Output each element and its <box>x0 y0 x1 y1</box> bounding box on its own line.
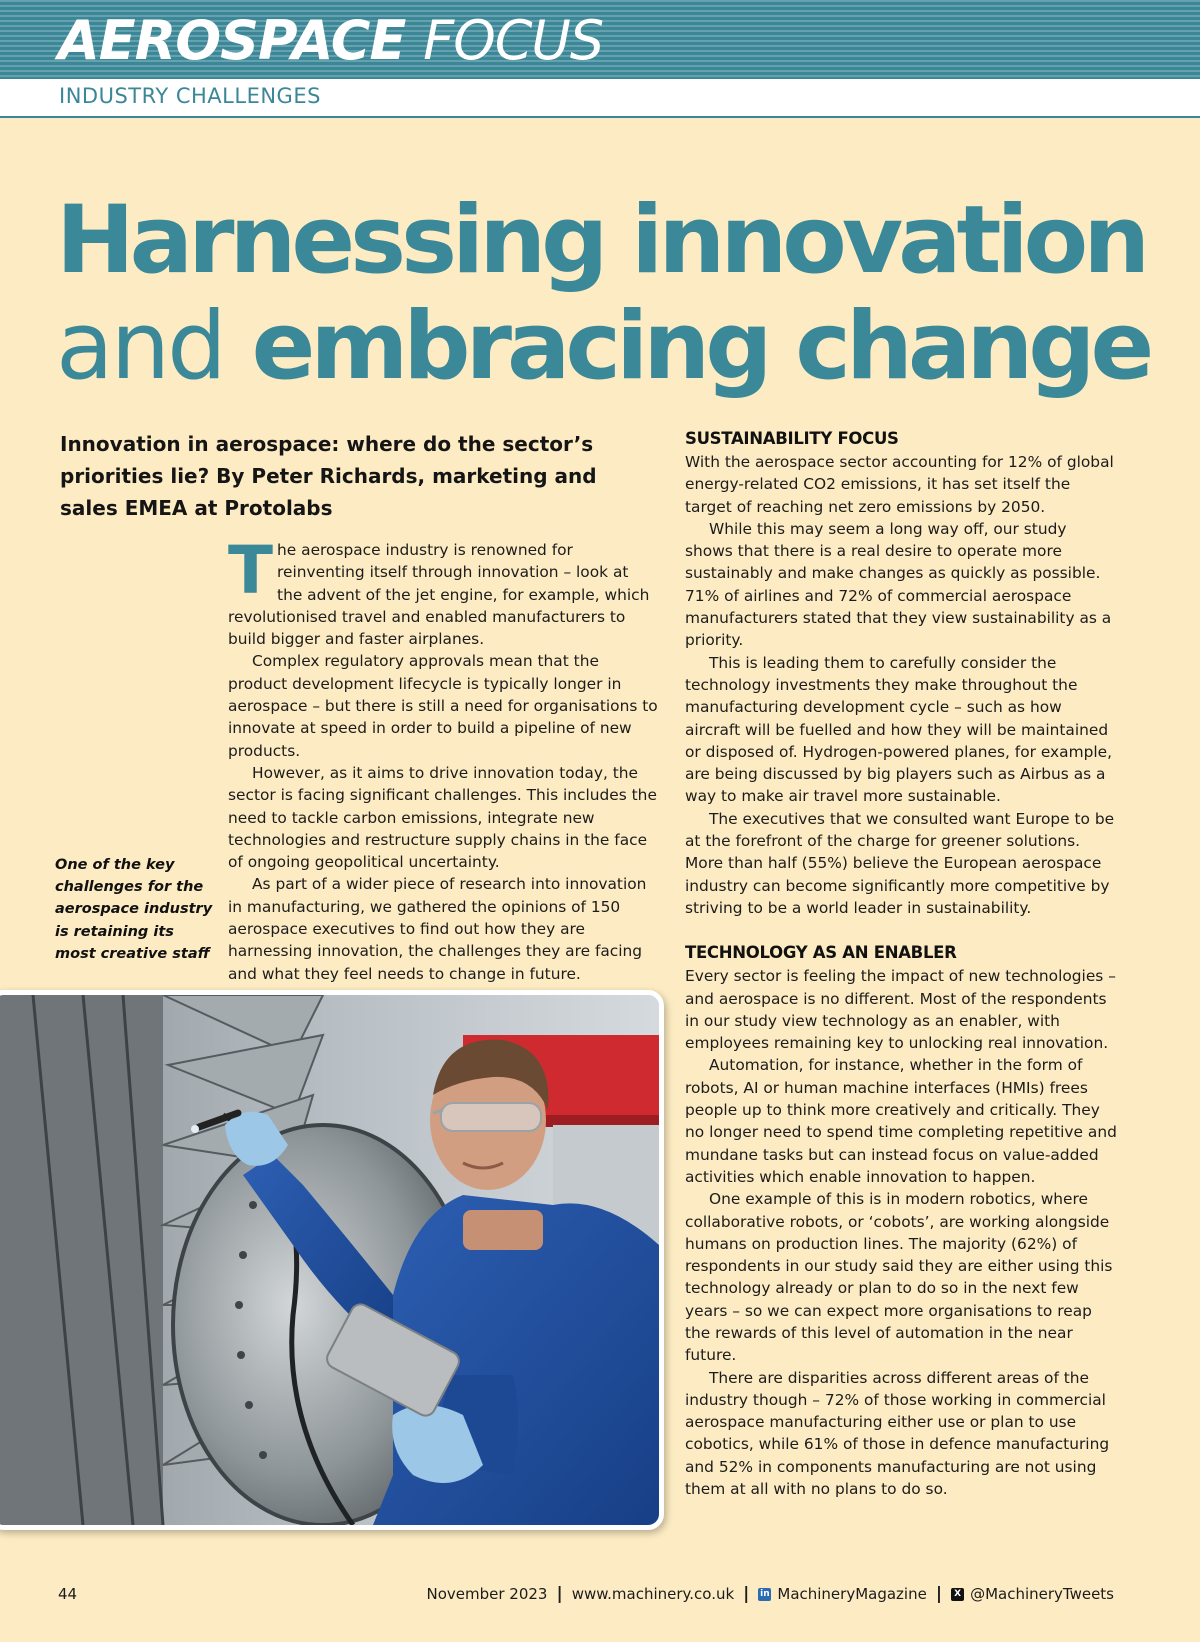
body-column-left <box>228 532 658 985</box>
page-number: 44 <box>58 1585 78 1603</box>
page-footer <box>0 1582 1200 1606</box>
body-paragraph: As part of a wider piece of research into innovation in manufacturing, we gathered the opinions of 150 aerospace executives to find out how they are harnessing innovation, the challenges they are facing and what they feel needs to change in future. <box>228 875 647 983</box>
linkedin-handle[interactable]: MachineryMagazine <box>777 1585 927 1603</box>
body-paragraph: With the aerospace sector accounting for 12% of global energy-related CO2 emissions, it has set itself the target of reaching net zero emissions by 2050. <box>685 453 1114 516</box>
website-link[interactable]: www.machinery.co.uk <box>571 1585 735 1603</box>
body-paragraph: The executives that we consulted want Europe to be at the forefront of the charge for greener solutions. More than half (55%) believe the European aerospace industry can become significantly more competitive by striving to be a world leader in sustainability. <box>685 809 1115 917</box>
body-column-right <box>685 427 1119 1500</box>
drop-cap: T <box>228 532 274 609</box>
body-paragraph <box>228 532 658 650</box>
section-banner <box>0 0 1200 79</box>
standfirst: Innovation in aerospace: where do the sector’s priorities lie? By Peter Richards, marketing and sales EMEA at Protolabs <box>60 432 597 520</box>
headline-light-word: and <box>56 292 224 401</box>
subsection-label: INDUSTRY CHALLENGES <box>59 84 321 108</box>
technician-engine-illustration <box>0 995 659 1525</box>
body-paragraph: There are disparities across different areas of the industry though – 72% of those working in commercial aerospace manufacturing either use or plan to use cobotics, while 61% of those in defence manufacturing and 52% in components manufacturing are not using them at all with no plans to do so. <box>685 1368 1110 1499</box>
article-headline <box>56 188 1149 400</box>
body-paragraph: This is leading them to carefully consider the technology investments they make throughout the manufacturing development cycle – such as how aircraft will be fuelled and how they will be maintained or disposed of. Hydrogen-powered planes, for example, are being discussed by big players such as Airbus as a way to make air travel more sustainable. <box>685 653 1112 806</box>
headline-line-2 <box>56 294 1149 400</box>
subheading-sustainability: SUSTAINABILITY FOCUS <box>685 429 899 448</box>
paragraph-text: he aerospace industry is renowned for reinventing itself through innovation – look at the advent of the jet engine, for example, which revolutionised travel and enabled manufacturers to build bigger and faster airplanes. <box>228 541 650 649</box>
footer-credits <box>427 1582 1115 1606</box>
body-paragraph: However, as it aims to drive innovation today, the sector is facing significant challenges. This includes the need to tackle carbon emissions, integrate new technologies and restructure supply chains in the face of ongoing geopolitical uncertainty. <box>228 763 657 872</box>
section-title-bold: AEROSPACE <box>58 9 406 72</box>
subsection-band <box>0 79 1200 118</box>
subheading-technology: TECHNOLOGY AS AN ENABLER <box>685 943 957 963</box>
body-paragraph: Every sector is feeling the impact of new technologies – and aerospace is no different. Most of the respondents in our study view technology as an enabler, with employees remaining key to unlocking real innovation. <box>685 967 1116 1053</box>
section-title-light: FOCUS <box>423 9 604 72</box>
section-title <box>58 10 603 72</box>
article-photo <box>0 990 664 1530</box>
headline-bold-words: embracing change <box>251 292 1150 401</box>
separator: | <box>743 1584 750 1604</box>
photo-caption: One of the key challenges for the aerospace industry is retaining its most creative staff <box>55 857 213 962</box>
body-paragraph: While this may seem a long way off, our study shows that there is a real desire to operate more sustainably and make changes as quickly as possible. 71% of airlines and 72% of commercial aerospace manufacturers stated that they view sustainability as a priority. <box>685 519 1112 650</box>
twitter-handle[interactable]: @MachineryTweets <box>970 1585 1114 1603</box>
body-paragraph: Automation, for instance, whether in the form of robots, AI or human machine interfaces (HMIs) frees people up to think more creatively and critically. They no longer need to spend time completing repetitive and mundane tasks but can instead focus on value-added activities which enable innovation to happen. <box>685 1056 1117 1186</box>
x-icon: X <box>951 1588 964 1601</box>
separator: | <box>556 1584 563 1604</box>
linkedin-icon: in <box>760 1588 770 1599</box>
separator: | <box>935 1584 943 1604</box>
headline-line-1: Harnessing innovation <box>56 186 1146 295</box>
issue-date: November 2023 <box>426 1585 548 1603</box>
body-paragraph: Complex regulatory approvals mean that the product development lifecycle is typically longer in aerospace – but there is still a need for organisations to innovate at speed in order to build a pipeline of new products. <box>228 652 658 760</box>
body-paragraph: One example of this is in modern robotics, where collaborative robots, or ‘cobots’, are working alongside humans on production lines. The majority (62%) of respondents in our study said they are either using this technology already or plan to do so in the next few years – so we can expect more organisations to reap the rewards of this level of automation in the near future. <box>685 1190 1113 1365</box>
